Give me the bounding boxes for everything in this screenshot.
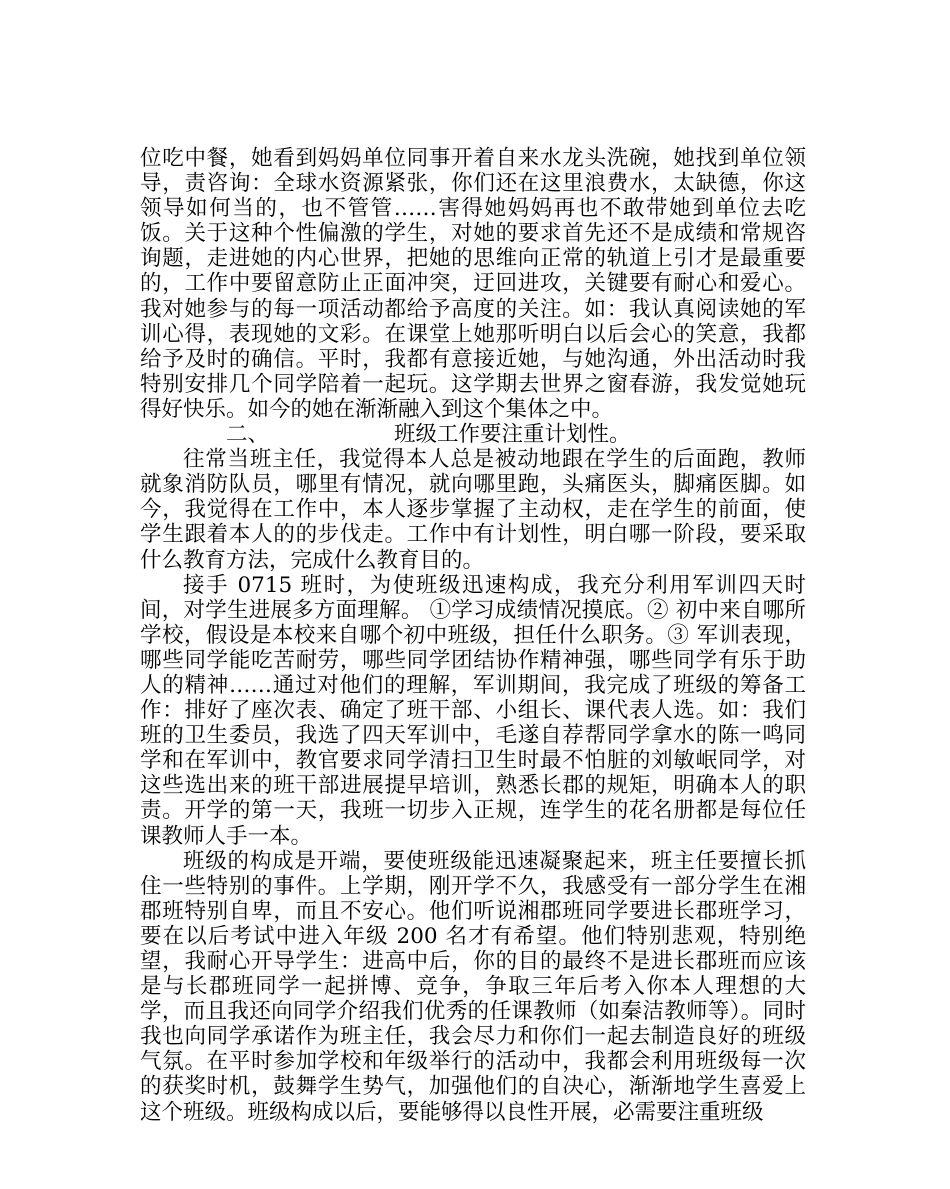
section-title: 班级工作要注重计划性。 xyxy=(394,422,631,448)
section-heading xyxy=(140,422,806,447)
document-page xyxy=(140,146,806,1125)
paragraph-1: 位吃中餐，她看到妈妈单位同事开着自来水龙头洗碗，她找到单位领导，责咨询：全球水资源紧张，你们还在这里浪费水，太缺德，你这领导如何当的，也不管管……害得她妈妈再也不敢带她到单位去吃饭。关于这种个性偏激的学生，对她的要求首先还不是成绩和常规咨询题，走进她的内心世界，把她的思维向正常的轨道上引才是最重要的，工作中要留意防止正面冲突，迂回进攻，关键要有耐心和爱心。我对她参与的每一项活动都给予高度的关注。如：我认真阅读她的军训心得，表现她的文彩。在课堂上她那听明白以后会心的笑意，我都给予及时的确信。平时，我都有意接近她，与她沟通，外出活动时我特别安排几个同学陪着一起玩。这学期去世界之窗春游，我发觉她玩得好快乐。如今的她在渐渐融入到这个集体之中。 xyxy=(140,146,806,422)
section-number: 二、 xyxy=(226,422,270,448)
paragraph-4: 班级的构成是开端，要使班级能迅速凝聚起来，班主任要擅长抓住一些特别的事件。上学期，刚开学不久，我感受有一部分学生在湘郡班特别自卑，而且不安心。他们听说湘郡班同学要进长郡班学习，要在以后考试中进入年级 200 名才有希望。他们特别悲观，特别绝望，我耐心开导学生：进高中后，你的目的最终不是进长郡班而应该是与长郡班同学一起拼博、竞争，争取三年后考入你本人理想的大学，而且我还向同学介绍我们优秀的任课教师（如秦洁教师等）。同时我也向同学承诺作为班主任，我会尽力和你们一起去制造良好的班级气氛。在平时参加学校和年级举行的活动中，我都会利用班级每一次的获奖时机，鼓舞学生势气，加强他们的自决心，渐渐地学生喜爱上这个班级。班级构成以后，要能够得以良性开展，必需要注重班级 xyxy=(140,848,806,1125)
paragraph-3: 接手 0715 班时，为使班级迅速构成，我充分利用军训四天时间，对学生进展多方面理解。 ①学习成绩情况摸底。② 初中来自哪所学校，假设是本校来自哪个初中班级，担任什么职务。③ 军训表现，哪些同学能吃苦耐劳，哪些同学团结协作精神强，哪些同学有乐于助人的精神……通过对他们的理解，军训期间，我完成了班级的筹备工作：排好了座次表、确定了班干部、小组长、课代表人选。如：我们班的卫生委员，我选了四天军训中，毛遂自荐帮同学拿水的陈一鸣同学和在军训中，教官要求同学清扫卫生时最不怕脏的刘敏岷同学，对这些选出来的班干部进展提早培训，熟悉长郡的规矩，明确本人的职责。开学的第一天，我班一切步入正规，连学生的花名册都是每位任课教师人手一本。 xyxy=(140,572,806,849)
paragraph-2: 往常当班主任，我觉得本人总是被动地跟在学生的后面跑，教师就象消防队员，哪里有情况，就向哪里跑，头痛医头，脚痛医脚。如今，我觉得在工作中，本人逐步掌握了主动权，走在学生的前面，使学生跟着本人的的步伐走。工作中有计划性，明白哪一阶段，要采取什么教育方法，完成什么教育目的。 xyxy=(140,447,806,573)
